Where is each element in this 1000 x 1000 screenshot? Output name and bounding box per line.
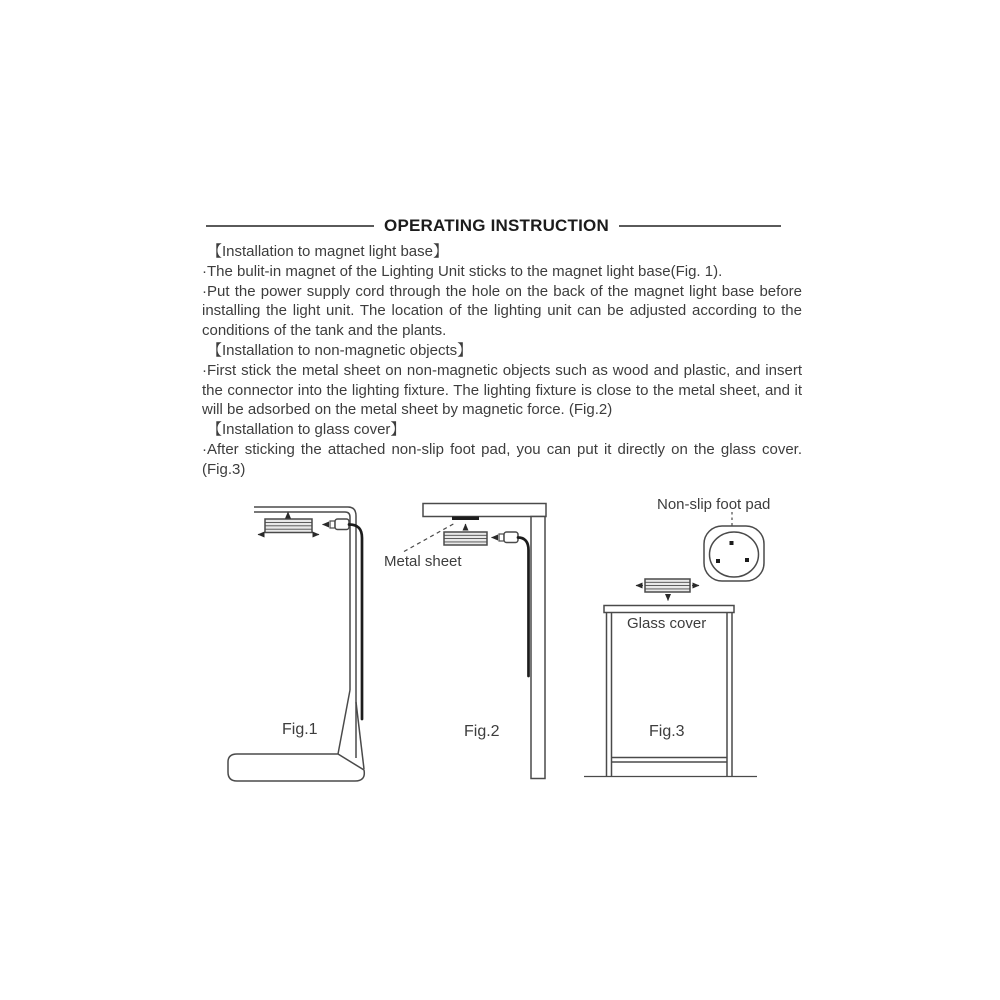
instruction-text: ·First stick the metal sheet on non-magnetic objects such as wood and plastic, and insert the connector into the lighting fixture. The lighting fixture is close to the metal sheet, and it will be adsorbed on the metal sheet by magnetic force. (Fig.2) xyxy=(202,361,802,419)
fig2-metal-sheet xyxy=(452,517,479,521)
glass-cover-label: Glass cover xyxy=(627,615,707,632)
section-heading-glass-cover: 【Installation to glass cover】 xyxy=(207,421,406,439)
page-title: OPERATING INSTRUCTION xyxy=(384,216,609,235)
fig1-caption: Fig.1 xyxy=(282,721,318,738)
fig3-lighting-unit xyxy=(636,579,699,601)
fig3-caption: Fig.3 xyxy=(649,723,685,740)
non-slip-foot-pad-label: Non-slip foot pad xyxy=(657,496,771,513)
fig1-stand xyxy=(228,507,364,781)
fig1-base xyxy=(228,754,364,781)
fig2-power-cable xyxy=(518,538,529,677)
section-heading-magnet-base: 【Installation to magnet light base】 xyxy=(207,243,448,260)
instruction-text: ·After sticking the attached non-slip foot pad, you can put it directly on the glass cover. (Fig.3) xyxy=(202,440,802,478)
fig2-caption: Fig.2 xyxy=(464,723,500,740)
section-heading-non-magnetic: 【Installation to non-magnetic objects】 xyxy=(207,341,473,359)
fig3-foot-pad xyxy=(704,512,764,581)
instruction-text: ·The bulit-in magnet of the Lighting Unit sticks to the magnet light base(Fig. 1). xyxy=(202,262,723,280)
fig1-lighting-unit xyxy=(258,512,319,535)
fig2-power-connector xyxy=(492,532,529,676)
instruction-text: ·Put the power supply cord through the hole on the back of the magnet light base before installing the light unit. The location of the lighting unit can be adjusted according to the conditions of the tank and the plants. xyxy=(202,282,802,340)
metal-sheet-label: Metal sheet xyxy=(384,553,462,570)
fig2-lighting-unit xyxy=(444,524,487,545)
